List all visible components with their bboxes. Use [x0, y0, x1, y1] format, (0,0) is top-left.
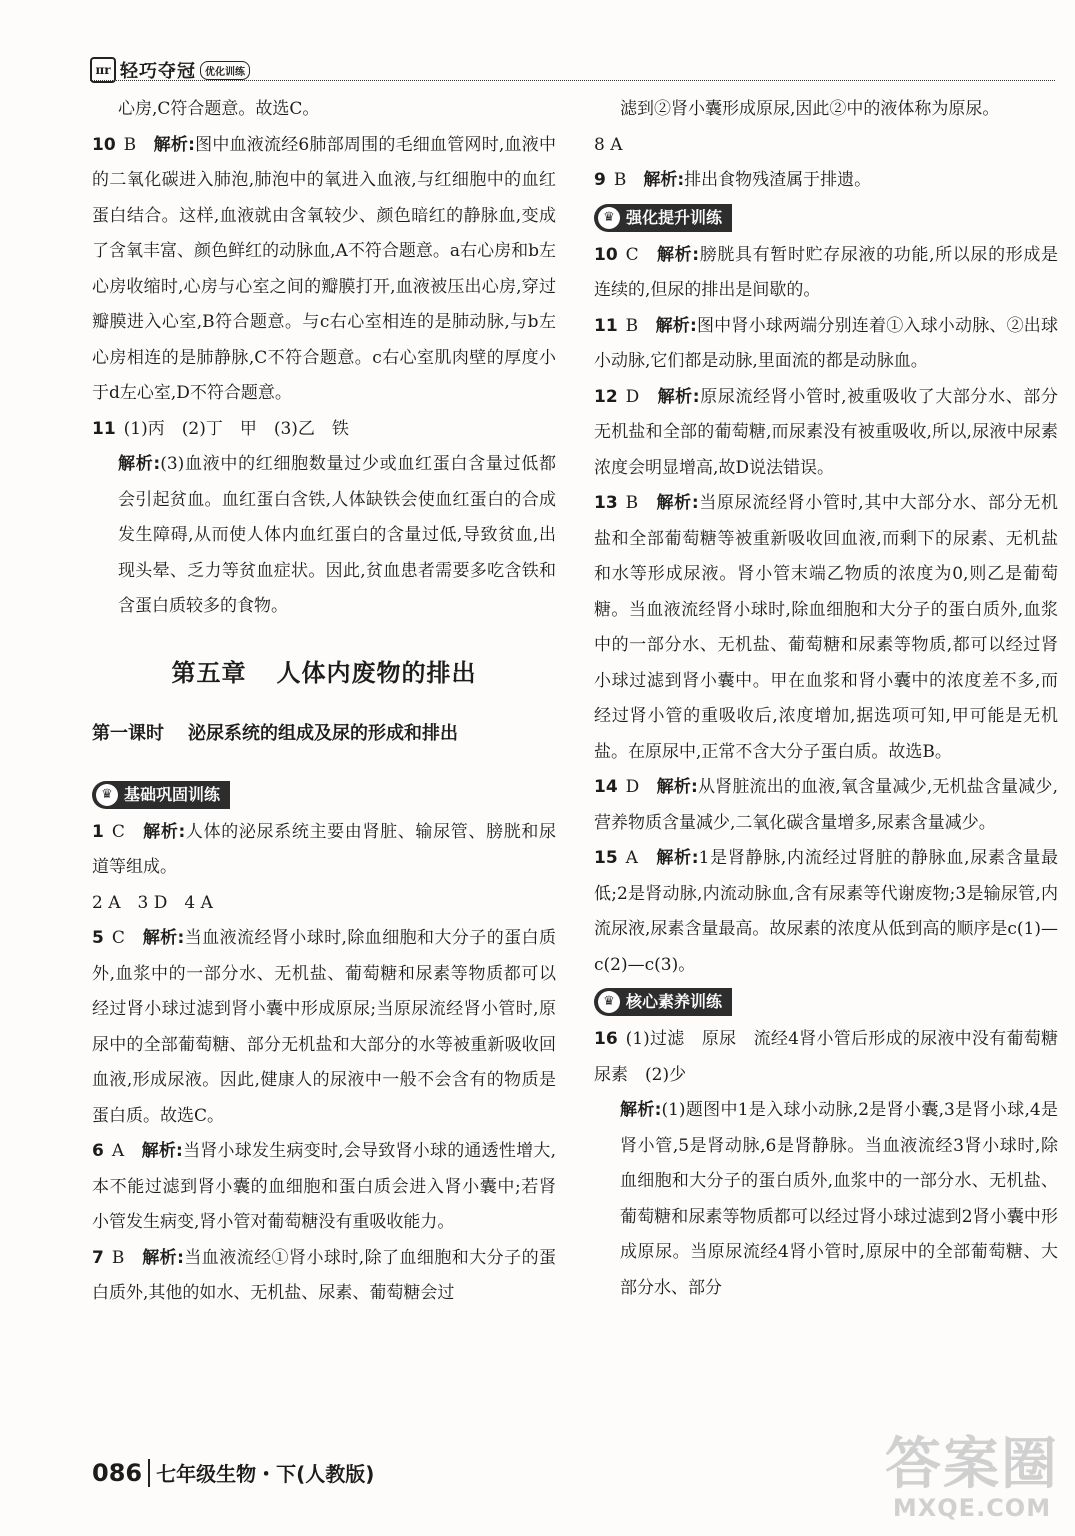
item-answer: (1)过滤 原尿 流经4肾小管后形成的尿液中没有葡萄糖 尿素 (2)少	[594, 1029, 1075, 1085]
answer-item	[594, 1022, 1075, 1093]
header-divider	[90, 80, 1055, 81]
section-label: 强化提升训练	[626, 207, 723, 227]
section-label: 基础巩固训练	[124, 784, 221, 804]
watermark-url: MXQE.COM	[892, 1494, 1052, 1522]
item-answer: C	[111, 928, 125, 948]
item-answer: B	[625, 315, 639, 336]
item-number: 5	[92, 928, 104, 948]
watermark-logo: 答案圈	[885, 1432, 1059, 1497]
continued-text: 滤到②肾小囊形成原尿,因此②中的液体称为原尿。	[620, 99, 1000, 119]
brand-name: 轻巧夺冠	[120, 61, 196, 82]
item-number: 15	[594, 848, 618, 868]
answer-item	[92, 128, 556, 412]
answer-item	[92, 1134, 556, 1241]
item-number: 1	[92, 821, 104, 842]
analysis-label: 解析:	[143, 821, 186, 842]
continued-text: 心房,C符合题意。故选C。	[118, 99, 320, 119]
answer-item: 2 A 3 D 4 A	[92, 892, 213, 913]
item-number: 10	[92, 134, 116, 155]
analysis-label: 解析:	[657, 386, 700, 407]
item-answer: B	[625, 493, 639, 513]
brand-subtitle: 优化训练	[200, 61, 250, 80]
analysis-text: 排出食物残渣属于排遗。	[684, 170, 872, 190]
section-heading	[594, 988, 732, 1016]
chapter-title	[92, 655, 556, 691]
section-heading	[92, 781, 230, 809]
lesson-title	[92, 716, 556, 752]
answer-item	[594, 770, 1058, 841]
crown-icon: ♛	[96, 784, 118, 806]
book-title: 七年级生物・下(人教版)	[156, 1462, 375, 1486]
crown-icon: ♛	[598, 207, 620, 229]
analysis-text: 当原尿流经肾小管时,其中大部分水、部分无机盐和全部葡萄糖等被重新吸收回血液,而剩下的尿素、无机盐和水等形成尿液。肾小管末端乙物质的浓度为0,则乙是葡萄糖。当血液流经肾小球时,除血细胞和大分子的蛋白质外,血浆中的一部分水、无机盐、葡萄糖和尿素等物质,都可以经过肾小球过滤到肾小囊中。甲在血浆和肾小囊中的浓度差不多,而经过肾小管的重吸收后,浓度增加,据选项可知,甲可能是无机盐。在原尿中,正常不含大分子蛋白质。故选B。	[594, 493, 1059, 762]
answer-item	[594, 309, 1058, 380]
analysis-label: 解析:	[656, 493, 699, 513]
analysis-label: 解析:	[118, 454, 161, 474]
right-column	[594, 92, 1075, 1306]
analysis-label: 解析:	[655, 315, 697, 336]
analysis-text: 当血液流经①肾小球时,除了血细胞和大分子的蛋白质外,其他的如水、无机盐、尿素、葡萄糖会过	[92, 1247, 557, 1303]
analysis-label: 解析:	[656, 777, 698, 797]
analysis-label: 解析:	[142, 928, 185, 948]
analysis-paragraph	[594, 1093, 1058, 1306]
item-number: 16	[594, 1029, 618, 1049]
analysis-label: 解析:	[142, 1247, 184, 1268]
answer-item	[92, 921, 556, 1134]
item-number: 11	[92, 418, 116, 439]
item-number: 7	[92, 1247, 104, 1268]
item-number: 14	[594, 777, 618, 797]
analysis-text: 从肾脏流出的血液,氧含量减少,无机盐含量减少,营养物质含量减少,二氧化碳含量增多,尿素含量减少。	[594, 777, 1059, 833]
lesson-name: 泌尿系统的组成及尿的形成和排出	[188, 723, 458, 744]
analysis-label: 解析:	[656, 848, 699, 868]
item-number: 9	[594, 170, 606, 190]
item-answer: A	[625, 848, 638, 868]
left-column	[92, 92, 556, 1312]
answer-item	[594, 380, 1058, 487]
lesson-number: 第一课时	[92, 723, 164, 744]
analysis-text: 原尿流经肾小管时,被重吸收了大部分水、部分无机盐和全部的葡萄糖,而尿素没有被重吸收,所以,尿液中尿素浓度会明显增高,故D说法错误。	[594, 386, 1059, 478]
analysis-label: 解析:	[153, 134, 195, 155]
analysis-label: 解析:	[656, 244, 700, 265]
item-number: 13	[594, 493, 618, 513]
analysis-text: 当血液流经肾小球时,除血细胞和大分子的蛋白质外,血浆中的一部分水、无机盐、葡萄糖和尿素等物质都可以经过肾小球过滤到肾小囊中形成原尿;当原尿流经肾小管时,原尿中的全部葡萄糖、部分无机盐和大部分的水等被重新吸收回血液,形成尿液。因此,健康人的尿液中一般不会含有的物质是蛋白质。故选C。	[92, 928, 556, 1126]
analysis-paragraph	[92, 447, 556, 625]
item-number: 12	[594, 386, 618, 407]
item-answer: A	[111, 1141, 125, 1161]
item-number: 6	[92, 1141, 104, 1161]
crown-icon: ♛	[598, 991, 620, 1013]
chapter-name: 人体内废物的排出	[276, 657, 477, 687]
answer-item	[594, 486, 1058, 770]
analysis-text: 人体的泌尿系统主要由肾脏、输尿管、膀胱和尿道等组成。	[92, 821, 556, 877]
analysis-text: 图中血液流经6肺部周围的毛细血管网时,血液中的二氧化碳进入肺泡,肺泡中的氧进入血液,与红细胞中的血红蛋白结合。这样,血液就由含氧较少、颜色暗红的静脉血,变成了含氧丰富、颜色鲜红的动脉血,A不符合题意。a右心房和b左心房收缩时,心房与心室之间的瓣膜打开,血液被压出心房,穿过瓣膜进入心室,B符合题意。与c右心室相连的是肺动脉,与b左心房相连的是肺静脉,C不符合题意。c右心室肌肉壁的厚度小于d左心室,D不符合题意。	[92, 134, 556, 403]
page-number: 086	[92, 1459, 150, 1487]
analysis-label: 解析:	[620, 1100, 662, 1120]
section-heading	[594, 204, 732, 232]
analysis-label: 解析:	[141, 1141, 183, 1161]
answer-item	[92, 412, 556, 448]
answer-item	[594, 238, 1058, 309]
watermark	[885, 1420, 1059, 1522]
answer-item	[92, 1241, 556, 1312]
analysis-text: 1是肾静脉,内流经过肾脏的静脉血,尿素含量最低;2是肾动脉,内流动脉血,含有尿素等代谢废物;3是输尿管,内流尿液,尿素含量最高。故尿素的浓度从低到高的顺序是c(1)—c(2)—c(3)。	[594, 848, 1059, 975]
item-answer: B	[111, 1247, 125, 1268]
answer-item	[594, 163, 1058, 199]
item-answer: D	[625, 386, 640, 407]
answer-item: 8 A	[594, 134, 623, 155]
logo-icon: πr	[90, 57, 116, 83]
item-answer: C	[111, 821, 125, 842]
chapter-number: 第五章	[171, 657, 247, 687]
item-answer: D	[625, 777, 640, 797]
item-answer: B	[123, 134, 137, 155]
answer-item	[92, 815, 556, 886]
page-footer	[92, 1458, 374, 1487]
section-label: 核心素养训练	[626, 992, 723, 1011]
item-number: 11	[594, 315, 618, 336]
item-answer: (1)丙 (2)丁 甲 (3)乙 铁	[123, 418, 349, 439]
answer-item	[594, 841, 1058, 983]
item-number: 10	[594, 244, 618, 265]
item-answer: C	[625, 244, 639, 265]
analysis-text: 膀胱具有暂时贮存尿液的功能,所以尿的形成是连续的,但尿的排出是间歇的。	[594, 244, 1058, 300]
analysis-text: (1)题图中1是入球小动脉,2是肾小囊,3是肾小球,4是肾小管,5是肾动脉,6是肾静脉。当血液流经3肾小球时,除血细胞和大分子的蛋白质外,血浆中的一部分水、无机盐、葡萄糖和尿素等物质都可以经过肾小球过滤到2肾小囊中形成原尿。当原尿流经4肾小管时,原尿中的全部葡萄糖、大部分水、部分	[620, 1100, 1058, 1298]
analysis-text: 当肾小球发生病变时,会导致肾小球的通透性增大,本不能过滤到肾小囊的血细胞和蛋白质会进入肾小囊中;若肾小管发生病变,肾小管对葡萄糖没有重吸收能力。	[92, 1141, 556, 1232]
analysis-text: (3)血液中的红细胞数量过少或血红蛋白含量过低都会引起贫血。血红蛋白含铁,人体缺铁会使血红蛋白的合成发生障碍,从而使人体内血红蛋白的含量过低,导致贫血,出现头晕、乏力等贫血症状。因此,贫血患者需要多吃含铁和含蛋白质较多的食物。	[118, 454, 556, 616]
item-answer: B	[613, 170, 627, 190]
analysis-label: 解析:	[643, 170, 685, 190]
analysis-text: 图中肾小球两端分别连着①入球小动脉、②出球小动脉,它们都是动脉,里面流的都是动脉血。	[594, 315, 1058, 371]
